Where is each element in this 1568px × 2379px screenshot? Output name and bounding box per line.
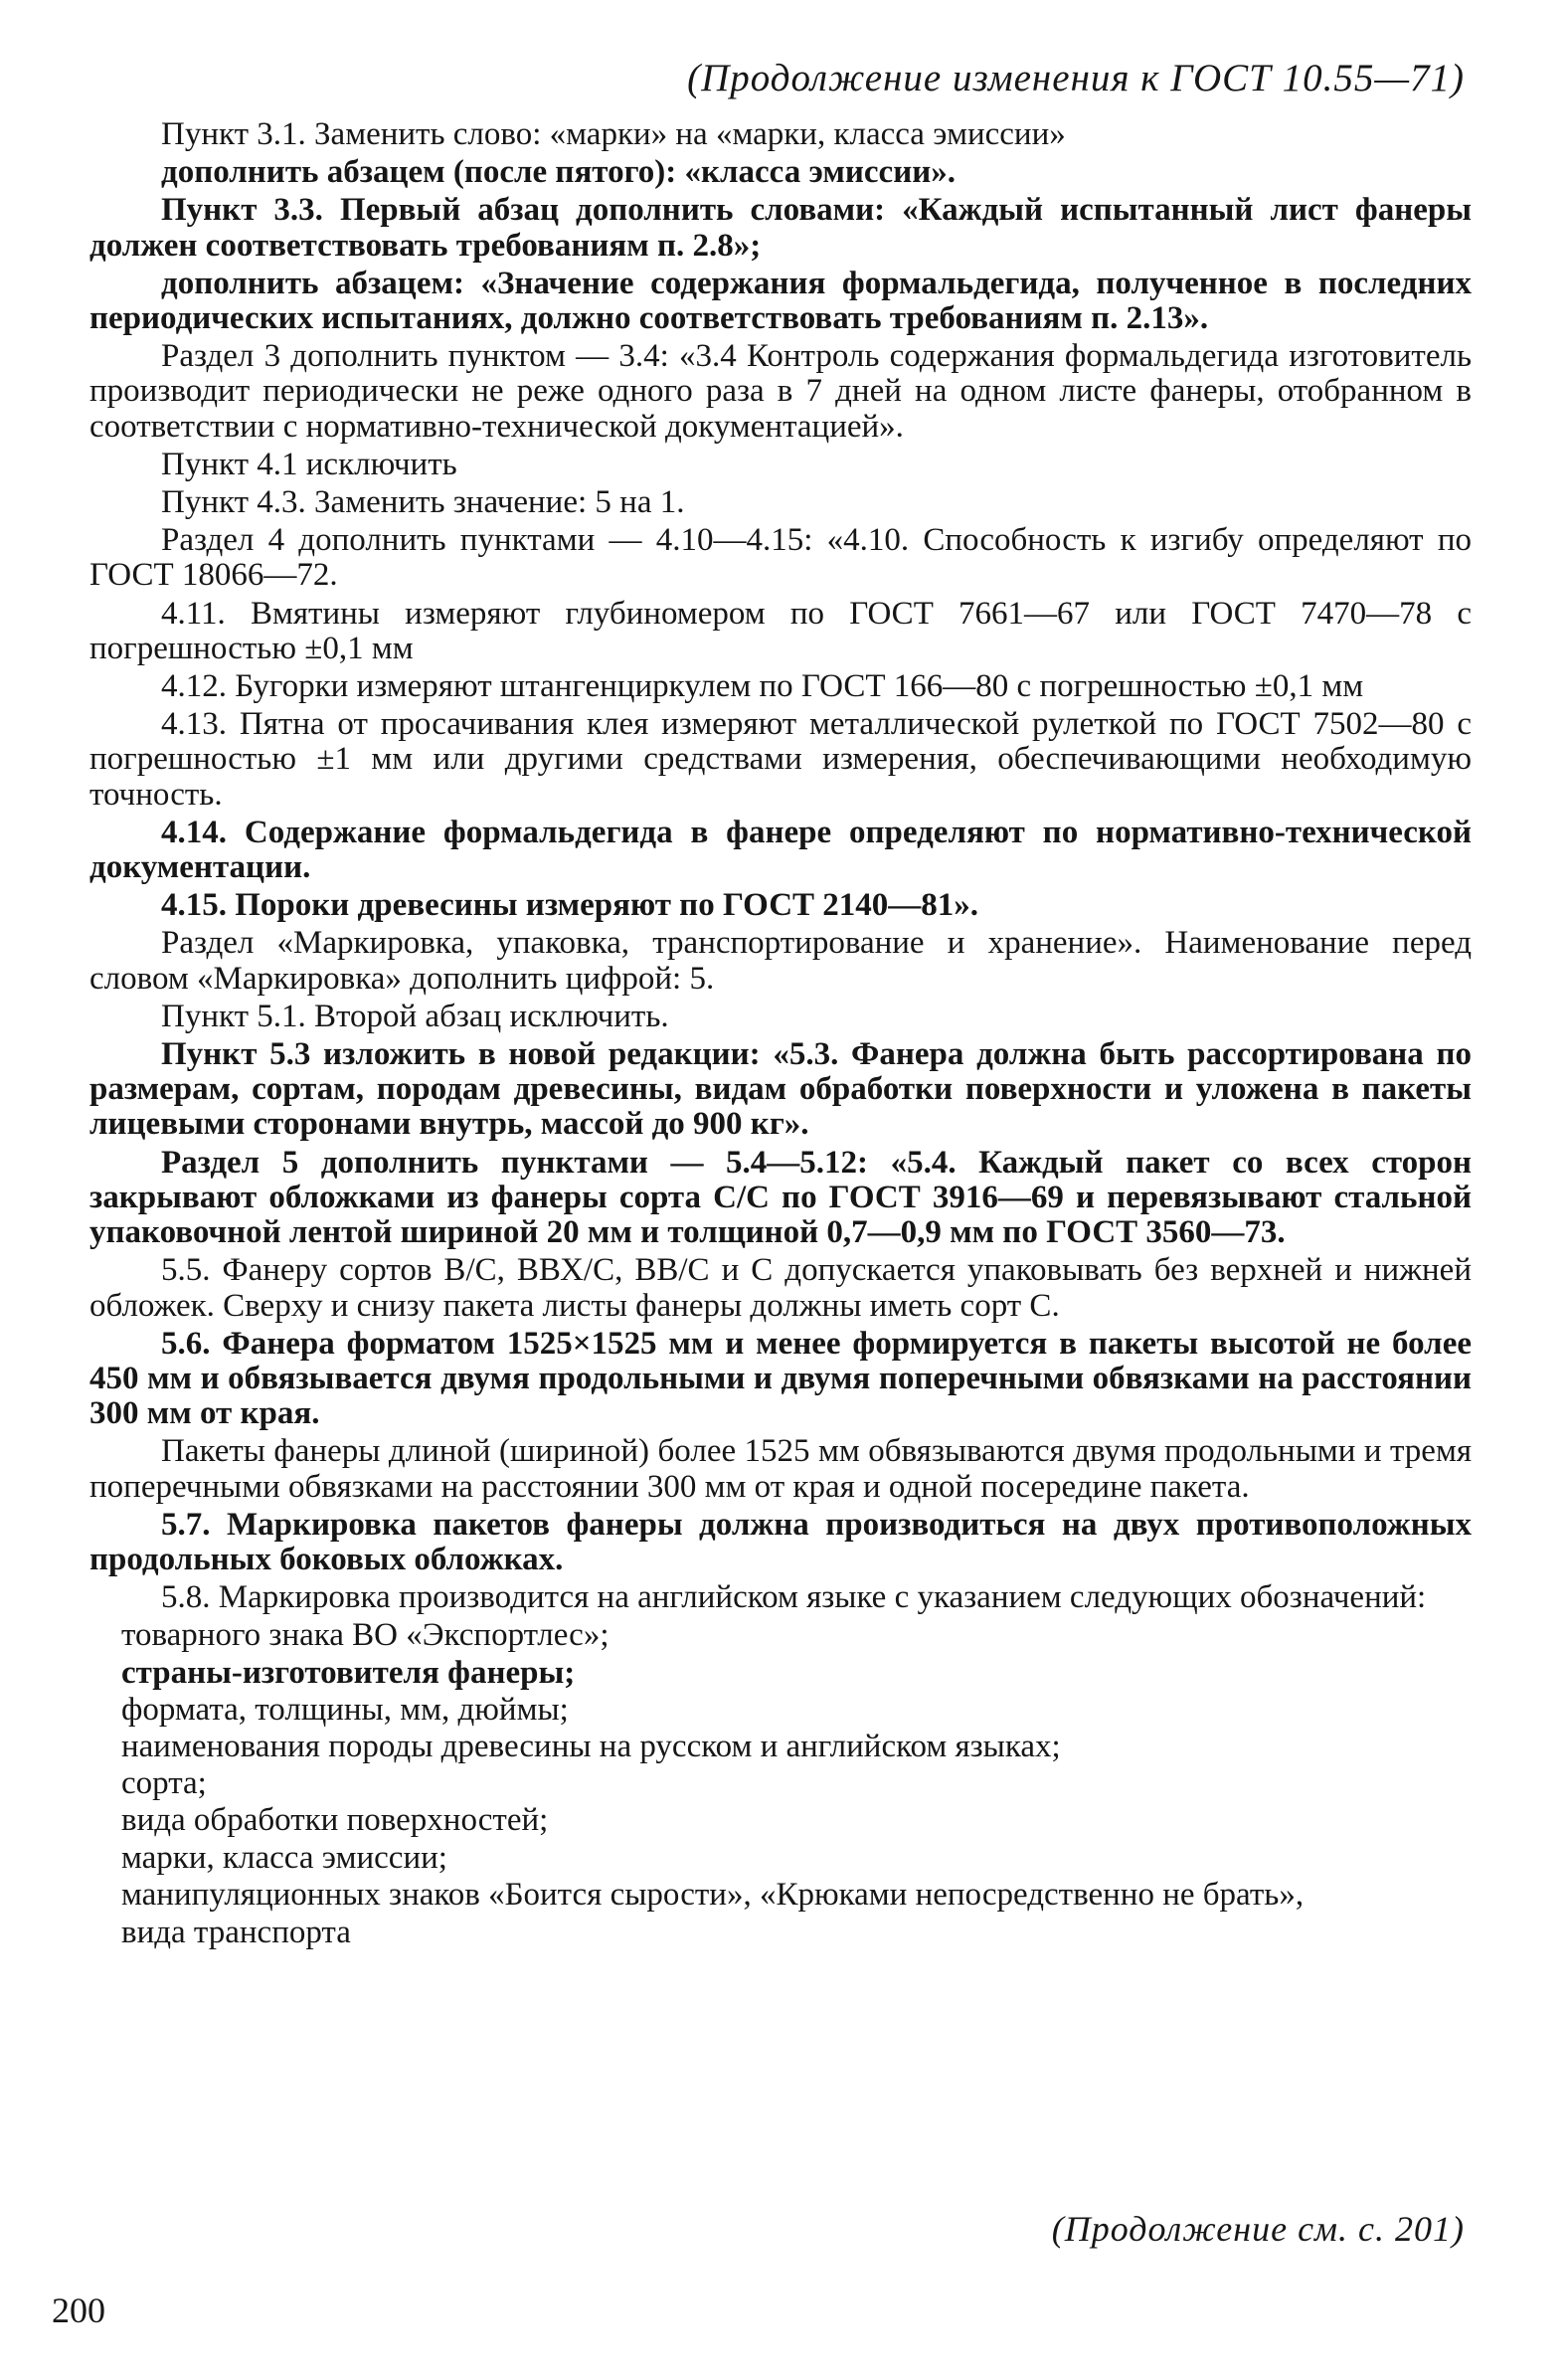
paragraph-punkt-4-1: Пункт 4.1 исключить <box>161 446 457 482</box>
paragraph-formaldehyde-value: дополнить абзацем: «Значение содержания формальдегида, полученное в последних периодических испытаниях, должно соответствовать требованиям п. 2.13». <box>89 265 1472 337</box>
paragraph-punkt-3-3: Пункт 3.3. Первый абзац дополнить словами: «Каждый испытанный лист фанеры должен соответствовать требованиям п. 2.8»; <box>89 192 1472 264</box>
paragraph-section-3: Раздел 3 дополнить пунктом — 3.4: «3.4 Контроль содержания формальдегида изготовитель производит периодически не реже одного раза в 7 дней на одном листе фанеры, отобранном в соответствии с нормативно-технической документацией». <box>89 338 1472 445</box>
paragraph-punkt-5-3: Пункт 5.3 изложить в новой редакции: «5.3. Фанера должна быть рассортирована по размерам, сортам, породам древесины, видам обработки поверхности и уложена в пакеты лицевыми сторонами внутрь, массой до 900 кг». <box>89 1036 1472 1143</box>
paragraph-marking-section: Раздел «Маркировка, упаковка, транспортирование и хранение». Наименование перед словом «Маркировка» дополнить цифрой: 5. <box>89 925 1472 997</box>
paragraph-4-15: 4.15. Пороки древесины измеряют по ГОСТ 2140—81». <box>161 887 979 924</box>
list-item: сорта; <box>121 1765 207 1802</box>
paragraph-5-6: 5.6. Фанера форматом 1525×1525 мм и менее формируется в пакеты высотой не более 450 мм и обвязывается двумя продольными и двумя поперечными обвязками на расстоянии 300 мм от края. <box>89 1325 1472 1432</box>
paragraph-5-8: 5.8. Маркировка производится на английском языке с указанием следующих обозначений: <box>161 1579 1427 1616</box>
list-item: страны-изготовителя фанеры; <box>121 1654 576 1691</box>
paragraph-4-14: 4.14. Содержание формальдегида в фанере определяют по нормативно-технической документации. <box>89 814 1472 886</box>
paragraph-5-7: 5.7. Маркировка пакетов фанеры должна производиться на двух противоположных продольных боковых обложках. <box>89 1506 1472 1577</box>
continuation-note: (Продолжение см. с. 201) <box>1051 2209 1465 2249</box>
paragraph-punkt-3-1: Пункт 3.1. Заменить слово: «марки» на «марки, класса эмиссии» <box>161 116 1066 152</box>
paragraph-section-5: Раздел 5 дополнить пунктами — 5.4—5.12: «5.4. Каждый пакет со всех сторон закрывают обложками из фанеры сорта С/С по ГОСТ 3916—69 и перевязывают стальной упаковочной лентой шириной 20 мм и толщиной 0,7—0,9 мм по ГОСТ 3560—73. <box>89 1144 1472 1251</box>
paragraph-5-5: 5.5. Фанеру сортов В/С, ВВХ/С, ВВ/С и С допускается упаковывать без верхней и нижней обложек. Сверху и снизу пакета листы фанеры должны иметь сорт С. <box>89 1252 1472 1324</box>
paragraph-4-11: 4.11. Вмятины измеряют глубиномером по ГОСТ 7661—67 или ГОСТ 7470—78 с погрешностью ±0,1 мм <box>89 595 1472 666</box>
paragraph-packages: Пакеты фанеры длиной (шириной) более 1525 мм обвязываются двумя продольными и тремя поперечными обвязками на расстоянии 300 мм от края и одной посередине пакета. <box>89 1433 1472 1505</box>
list-item: марки, класса эмиссии; <box>121 1839 447 1876</box>
list-item: вида транспорта <box>121 1914 351 1950</box>
list-item: товарного знака ВО «Экспортлес»; <box>121 1617 610 1654</box>
page-number: 200 <box>52 2290 105 2330</box>
list-item: формата, толщины, мм, дюймы; <box>121 1691 569 1728</box>
list-item: наименования породы древесины на русском и английском языках; <box>121 1728 1061 1764</box>
paragraph-section-4: Раздел 4 дополнить пунктами — 4.10—4.15: «4.10. Способность к изгибу определяют по ГОСТ 18066—72. <box>89 522 1472 594</box>
paragraph-punkt-5-1: Пункт 5.1. Второй абзац исключить. <box>161 998 669 1034</box>
paragraph-4-13: 4.13. Пятна от просачивания клея измеряют металлической рулеткой по ГОСТ 7502—80 с погрешностью ±1 мм или другими средствами измерения, обеспечивающими необходимую точность. <box>89 706 1472 813</box>
paragraph-emission-class: дополнить абзацем (после пятого): «класса эмиссии». <box>161 154 956 191</box>
list-item: вида обработки поверхностей; <box>121 1802 549 1839</box>
paragraph-punkt-4-3: Пункт 4.3. Заменить значение: 5 на 1. <box>161 484 685 521</box>
list-item: манипуляционных знаков «Боится сырости», «Крюками непосредственно не брать», <box>121 1876 1305 1913</box>
document-body <box>89 117 1472 1952</box>
page-header: (Продолжение изменения к ГОСТ 10.55—71) <box>687 57 1465 99</box>
paragraph-4-12: 4.12. Бугорки измеряют штангенциркулем по ГОСТ 166—80 с погрешностью ±0,1 мм <box>161 668 1364 705</box>
